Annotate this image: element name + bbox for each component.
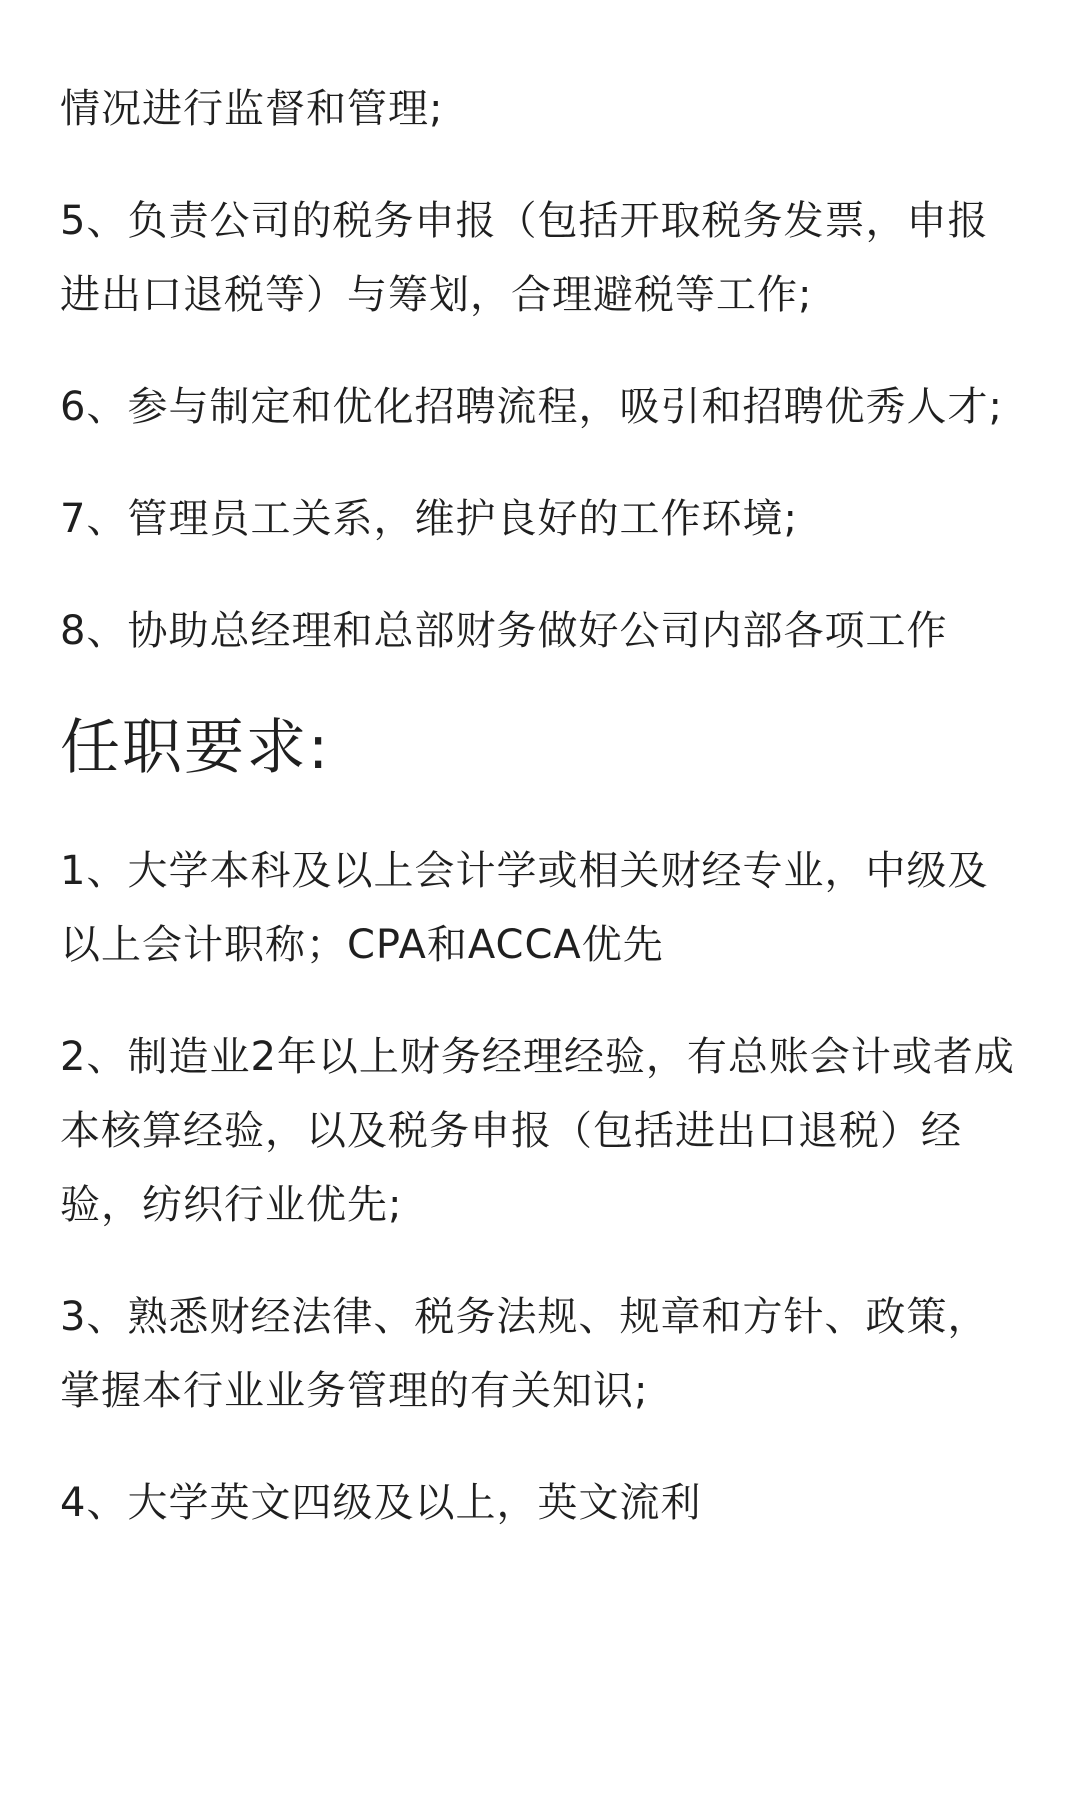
duty-item-5: 5、负责公司的税务申报（包括开取税务发票，申报进出口退税等）与筹划，合理避税等工作; — [60, 198, 989, 318]
duty-item-8: 8、协助总经理和总部财务做好公司内部各项工作 — [60, 608, 948, 654]
requirements-heading: 任职要求: — [60, 713, 331, 783]
duty-item-continued: 情况进行监督和管理; — [60, 86, 444, 132]
requirement-item-4: 4、大学英文四级及以上，英文流利 — [60, 1480, 702, 1526]
requirement-item-3: 3、熟悉财经法律、税务法规、规章和方针、政策，掌握本行业业务管理的有关知识; — [60, 1294, 989, 1414]
requirement-item-1: 1、大学本科及以上会计学或相关财经专业，中级及以上会计职称；CPA和ACCA优先 — [60, 848, 989, 968]
duty-item-7: 7、管理员工关系，维护良好的工作环境; — [60, 496, 798, 542]
requirement-item-2: 2、制造业2年以上财务经理经验，有总账会计或者成本核算经验，以及税务申报（包括进出口退税）经验，纺织行业优先; — [60, 1034, 1015, 1228]
duty-item-6: 6、参与制定和优化招聘流程，吸引和招聘优秀人才; — [60, 384, 1003, 430]
